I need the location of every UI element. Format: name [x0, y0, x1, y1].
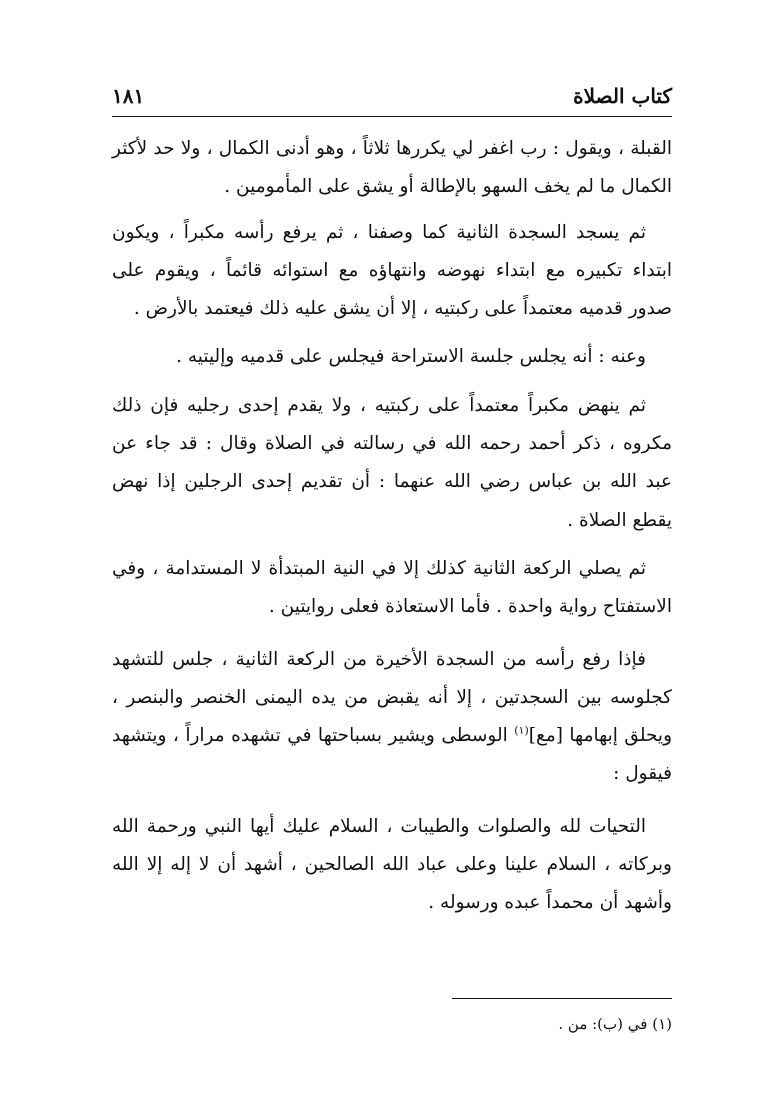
main-text [112, 130, 672, 937]
paragraph: فإذا رفع رأسه من السجدة الأخيرة من الركعة الثانية ، جلس للتشهد كجلوسه بين السجدتين ، إلا أنه يقبض من يده اليمنى الخنصر والبنصر ، ويحلق إبهامها [مع]$^{(١)}$ الوسطى ويشير بسباحتها في تشهده مراراً ، ويتشهد فيقول : [112, 648, 672, 785]
paragraph: ثم يسجد السجدة الثانية كما وصفنا ، ثم يرفع رأسه مكبراً ، ويكون ابتداء تكبيره مع ابتداء نهوضه وانتهاؤه مع استوائه قائماً ، ويقوم على صدور قدميه معتمداً على ركبتيه ، إلا أن يشق عليه ذلك فيعتمد بالأرض . [112, 221, 672, 320]
footnote-divider [452, 998, 672, 999]
footnote: (١) في (ب): من . [558, 1015, 672, 1033]
footnote-reference: (١) [514, 724, 529, 737]
paragraph: التحيات لله والصلوات والطيبات ، السلام عليك أيها النبي ورحمة الله وبركاته ، السلام علينا وعلى عباد الله الصالحين ، أشهد أن لا إله إلا الله وأشهد أن محمداً عبده ورسوله . [112, 815, 672, 914]
running-head [112, 84, 672, 114]
paragraph: القبلة ، ويقول : رب اغفر لي يكررها ثلاثاً ، وهو أدنى الكمال ، ولا حد لأكثر الكمال ما لم يخف السهو بالإطالة أو يشق على المأمومين . [112, 138, 672, 198]
header-divider [112, 116, 672, 117]
paragraph: وعنه : أنه يجلس جلسة الاستراحة فيجلس على قدميه وإليتيه . [176, 346, 646, 368]
paragraph: ثم يصلي الركعة الثانية كذلك إلا في النية المبتدأة لا المستدامة ، وفي الاستفتاح رواية واحدة . فأما الاستعاذة فعلى روايتين . [112, 557, 672, 618]
chapter-title: كتاب الصلاة [573, 84, 672, 108]
page-number: ١٨١ [112, 84, 145, 108]
paragraph: ثم ينهض مكبراً معتمداً على ركبتيه ، ولا يقدم إحدى رجليه فإن ذلك مكروه ، ذكر أحمد رحمه الله في رسالته في الصلاة وقال : قد جاء عن عبد الله بن عباس رضي الله عنهما : أن تقديم إحدى الرجلين إذا نهض يقطع الصلاة . [112, 394, 672, 531]
